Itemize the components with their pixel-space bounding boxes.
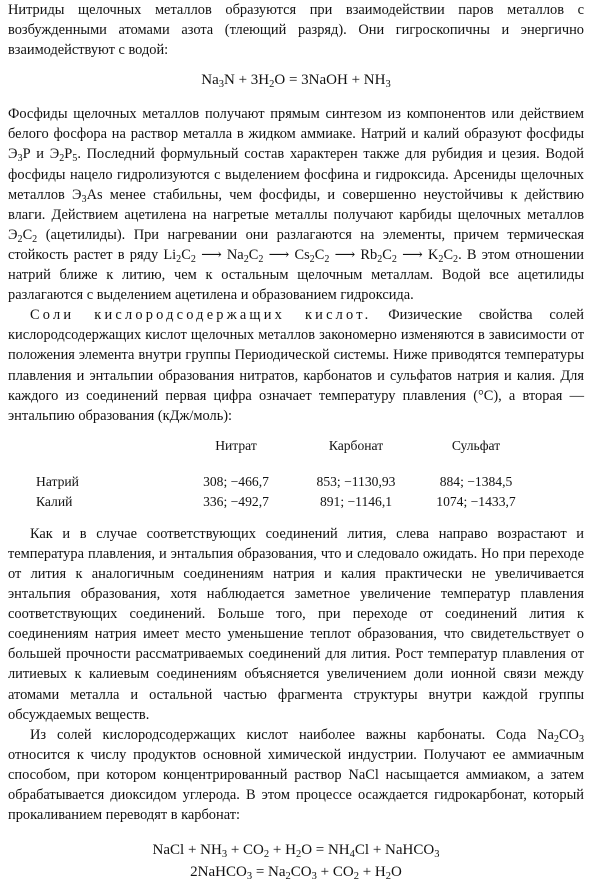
- table-cell: Натрий: [36, 473, 79, 489]
- equation-sodium-nitride-hydrolysis: $Na_3N + 3H_2O$ = 3NaOH + $NH_3$: [201, 72, 391, 91]
- paragraph-oxosalts-body: Физические свойства солей кислородсодержащих кислот щелочных металлов закономерно изменяются в зависимости от положения элемента внутри группы Периодической системы. Ниже приводятся температуры плавления и энтальпии образования нитратов, карбонатов и сульфатов натрия и калия. Для каждого из соединений первая цифра означает температуру плавления (°С), а вторая — энтальпию образования (кДж/моль):: [8, 307, 584, 424]
- table-row: [36, 472, 536, 492]
- paragraph-nitrides: Нитриды щелочных металлов образуются при взаимодействии паров металлов с возбужденными атомами азота (тлеющий разряд). Они гигроскопичны и энергично взаимодействуют с водой:: [8, 2, 584, 59]
- table-header-row: [36, 436, 536, 472]
- table-row: [36, 492, 536, 512]
- table-header-cell: Нитрат: [215, 437, 257, 453]
- table-header-cell: Карбонат: [328, 437, 384, 453]
- salts-properties-table: [36, 436, 536, 512]
- table-cell: 1074; −1433,7: [436, 493, 516, 509]
- table-cell: 891; −1146,1: [319, 493, 393, 509]
- paragraph-lithium-comparison: Как и в случае соответствующих соединений лития, слева направо возрастают и температура плавления, и энтальпия образования, что и следовало ожидать. Но при переходе от лития к аналогичным соединениям натрия и калия практически не увеличивается энтальпия образования, хотя наблюдается заметное увеличение температур плавления соответствующих соединений. Больше того, при переходе от соединений лития к соединениям натрия имеет место уменьшение теплот образования, что свидетельствует о большей прочности рассматриваемых соединений для лития. Рост температур плавления от литиевых к калиевым соединениям объясняется увеличением доли ионной связи между атомами металла и остальной частью фрагмента структуры внутри каждой группы обсуждаемых веществ.: [8, 525, 584, 723]
- table-header-cell: Сульфат: [451, 437, 501, 453]
- paragraph-oxosalts: [8, 305, 584, 426]
- paragraph-carbonates: Из солей кислородсодержащих кислот наиболее важны карбонаты. Сода $Na_2CO_3$ относится к числу продуктов основной химической индустрии. Получают ее аммиачным способом, при котором концентрированный раствор NaCl насыщается аммиаком, а затем обрабатывается диоксидом углерода. В этом процессе осаждается гидрокарбонат, который прокаливанием переводят в карбонат:: [8, 726, 584, 824]
- equation-bicarbonate-calcination: 2NaHCO$_3$ = $Na_2CO_3 + CO_2 + H_2O$: [190, 864, 402, 883]
- table-header-cell: [36, 436, 176, 472]
- table-cell: 884; −1384,5: [439, 473, 513, 489]
- section-heading-oxosalts: Соли кислородсодержащих кислот.: [30, 307, 372, 324]
- equation-ammonia-soda-process: NaCl + $NH_3 + CO_2 + H_2O = NH_4Cl$ + NaHCO$_3$: [152, 842, 440, 861]
- table-cell: 853; −1130,93: [316, 473, 396, 489]
- table-cell: 308; −466,7: [203, 473, 269, 489]
- table-cell: Калий: [36, 493, 73, 509]
- paragraph-phosphides: Фосфиды щелочных металлов получают прямым синтезом из компонентов или действием белого фосфора на раствор металла в жидком аммиаке. Натрий и калий образуют фосфиды $Э_3Р$ и $Э_2Р_5$. Последний формульный состав характерен также для рубидия и цезия. Водой фосфиды нацело гидролизуются с выделением фосфина и гидроксида. Арсениды щелочных металлов $Э_3As$ менее стабильны, чем фосфиды, и совершенно неустойчивы к действию влаги. Действием ацетилена на нагретые металлы получают карбиды щелочных металлов $Э_2С_2$ (ацетилиды). При нагревании они разлагаются на элементы, причем термическая стойкость растет в ряду $Li_2C_2$ ⟶ $Na_2C_2$ ⟶ $Cs_2C_2$ ⟶ $Rb_2C_2$ ⟶ $K_2C_2$. В этом отношении натрий ближе к литию, чем к остальным щелочным металлам. Водой все ацетилиды разлагаются с выделением ацетилена и образованием гидроксида.: [8, 106, 584, 304]
- table-cell: 336; −492,7: [203, 493, 269, 509]
